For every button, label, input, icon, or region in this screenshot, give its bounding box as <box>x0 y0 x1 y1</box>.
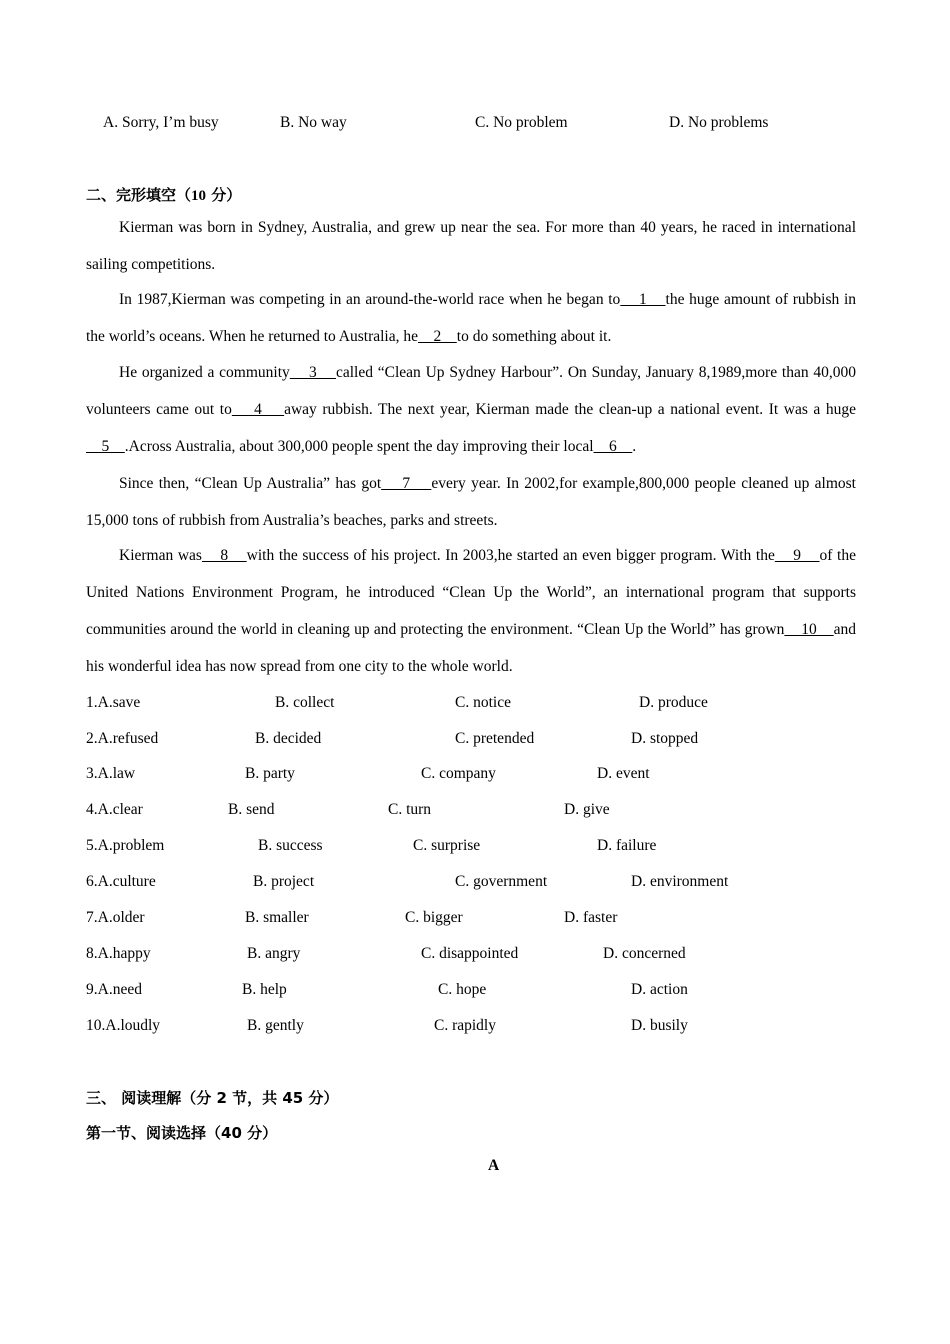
blank-2: 2 <box>418 328 457 345</box>
option-2-a: 2.A.refused <box>86 730 159 747</box>
section-3-heading: 三、 阅读理解（分 2 节，共 45 分） <box>86 1089 339 1107</box>
option-9-b: B. help <box>242 981 287 998</box>
blank-8: 8 <box>201 547 247 564</box>
passage-paragraph-3: He organized a community 3 called “Clean Up Sydney Harbour”. On Sunday, January 8,1989,more than 40,000 volunteers came out to 4 away rubbish. The next year, Kierman made the clean-up a national event. It was a huge 5 .Across Australia, about 300,000 people spent the day improving their local 6 . <box>86 364 857 455</box>
prev-option-b: B. No way <box>280 114 347 131</box>
option-5-c: C. surprise <box>413 837 481 854</box>
blank-1: 1 <box>620 291 666 308</box>
option-5-a: 5.A.problem <box>86 837 165 854</box>
option-9-c: C. hope <box>438 981 487 998</box>
option-9-d: D. action <box>631 981 688 998</box>
prev-option-c: C. No problem <box>475 114 568 131</box>
option-4-b: B. send <box>228 801 275 818</box>
option-1-d: D. produce <box>639 694 708 711</box>
option-4-c: C. turn <box>388 801 432 818</box>
option-10-a: 10.A.loudly <box>86 1017 161 1034</box>
option-3-b: B. party <box>245 765 295 782</box>
option-2-c: C. pretended <box>455 730 535 747</box>
option-8-c: C. disappointed <box>421 945 519 962</box>
blank-3: 3 <box>289 364 336 381</box>
passage-paragraph-2: In 1987,Kierman was competing in an around-the-world race when he began to 1 the huge amount of rubbish in the world’s oceans. When he returned to Australia, he 2 to do something about it. <box>86 291 857 345</box>
option-3-c: C. company <box>421 765 496 782</box>
blank-6: 6 <box>593 438 633 455</box>
option-6-d: D. environment <box>631 873 729 890</box>
section-2-heading: 二、完形填空（10 分） <box>86 186 242 204</box>
option-1-c: C. notice <box>455 694 511 711</box>
option-2-b: B. decided <box>255 730 322 747</box>
option-8-b: B. angry <box>247 945 301 962</box>
option-8-a: 8.A.happy <box>86 945 151 962</box>
option-3-d: D. event <box>597 765 650 782</box>
blank-4: 4 <box>231 401 285 418</box>
passage-paragraph-4: Since then, “Clean Up Australia” has got 7 every year. In 2002,for example,800,000 people cleaned up almost 15,000 tons of rubbish from Australia’s beaches, parks and streets. <box>86 475 856 529</box>
passage-label: A <box>488 1157 500 1174</box>
option-6-c: C. government <box>455 873 548 890</box>
option-1-a: 1.A.save <box>86 694 141 711</box>
section-3-subheading: 第一节、阅读选择（40 分） <box>86 1124 278 1142</box>
blank-9: 9 <box>774 547 820 564</box>
option-10-d: D. busily <box>631 1017 688 1034</box>
option-6-a: 6.A.culture <box>86 873 156 890</box>
option-5-d: D. failure <box>597 837 657 854</box>
option-4-d: D. give <box>564 801 610 818</box>
option-7-d: D. faster <box>564 909 618 926</box>
option-2-d: D. stopped <box>631 730 699 747</box>
option-4-a: 4.A.clear <box>86 801 143 818</box>
blank-10: 10 <box>784 621 834 638</box>
option-7-b: B. smaller <box>245 909 309 926</box>
option-9-a: 9.A.need <box>86 981 142 998</box>
option-3-a: 3.A.law <box>86 765 136 782</box>
option-6-b: B. project <box>253 873 315 890</box>
blank-5: 5 <box>86 438 125 455</box>
passage-paragraph-5: Kierman was 8 with the success of his project. In 2003,he started an even bigger program. With the 9 of the United Nations Environment Program, he introduced “Clean Up the World”, an international program that supports communities around the world in cleaning up and protecting the environment. “Clean Up the World” has grown 10 and his wonderful idea has now spread from one city to the whole world. <box>86 547 857 675</box>
option-8-d: D. concerned <box>603 945 686 962</box>
prev-option-d: D. No problems <box>669 114 769 131</box>
option-7-c: C. bigger <box>405 909 463 926</box>
option-1-b: B. collect <box>275 694 335 711</box>
option-7-a: 7.A.older <box>86 909 145 926</box>
option-10-c: C. rapidly <box>434 1017 496 1034</box>
blank-7: 7 <box>381 475 432 492</box>
option-5-b: B. success <box>258 837 323 854</box>
passage-paragraph-1: Kierman was born in Sydney, Australia, and grew up near the sea. For more than 40 years, he raced in international sailing competitions. <box>86 219 856 273</box>
prev-option-a: A. Sorry, I’m busy <box>103 114 219 131</box>
option-10-b: B. gently <box>247 1017 304 1034</box>
